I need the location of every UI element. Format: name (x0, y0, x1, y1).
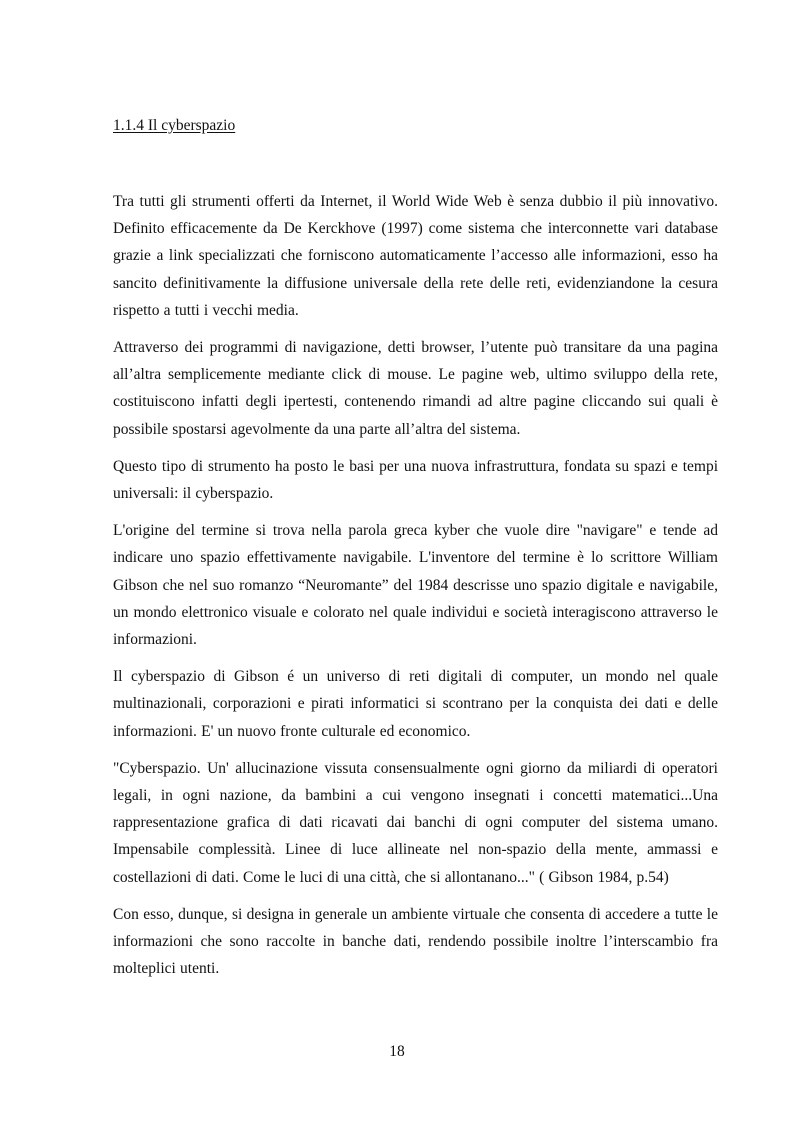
section-heading: 1.1.4 Il cyberspazio (113, 117, 236, 134)
paragraph-browser: Attraverso dei programmi di navigazione, detti browser, l’utente può transitare da una pagina all’altra semplicemente mediante click di mouse. Le pagine web, ultimo sviluppo della rete, costituiscono infatti degli ipertesti, contenendo rimandi ad altre pagine cliccando sui quali è possibile spostarsi agevolmente da una parte all’altra del sistema. (113, 339, 718, 438)
paragraph-term-origin: L'origine del termine si trova nella parola greca kyber che vuole dire "navigare" e tende ad indicare uno spazio effettivamente navigabile. L'inventore del termine è lo scrittore William Gibson che nel suo romanzo “Neuromante” del 1984 descrisse uno spazio digitale e navigabile, un mondo elettronico visuale e colorato nel quale individui e società interagiscono attraverso le informazioni. (113, 522, 718, 649)
paragraph-infrastructure: Questo tipo di strumento ha posto le basi per una nuova infrastruttura, fondata su spazi e tempi universali: il cyberspazio. (113, 457, 718, 503)
paragraph-gibson-quote: "Cyberspazio. Un' allucinazione vissuta consensualmente ogni giorno da miliardi di operatori legali, in ogni nazione, da bambini a cui vengono insegnati i concetti matematici...Una rappresentazione grafica di dati ricavati dai banchi di ogni computer del sistema umano. Impensabile complessità. Linee di luce allineate nel non-spazio della mente, ammassi e costellazioni di dati. Come le luci di una città, che si allontanano..." ( Gibson 1984, p.54) (113, 759, 718, 886)
paragraph-virtual-environment: Con esso, dunque, si designa in generale un ambiente virtuale che consenta di accedere a tutte le informazioni che sono raccolte in banche dati, rendendo possibile inoltre l’interscambio fra molteplici utenti. (113, 905, 718, 978)
paragraph-gibson-universe: Il cyberspazio di Gibson é un universo di reti digitali di computer, un mondo nel quale multinazionali, corporazioni e pirati informatici si scontrano per la conquista dei dati e delle informazioni. E' un nuovo fronte culturale ed economico. (113, 668, 718, 740)
paragraph-world-wide-web: Tra tutti gli strumenti offerti da Internet, il World Wide Web è senza dubbio il più innovativo. Definito efficacemente da De Kerckhove (1997) come sistema che interconnette vari database grazie a link specializzati che forniscono automaticamente l’accesso alle informazioni, esso ha sancito definitivamente la diffusione universale della rete delle reti, evidenziandone la cesura rispetto a tutti i vecchi media. (113, 193, 718, 319)
body-text (113, 188, 718, 992)
page-number: 18 (389, 1043, 405, 1060)
